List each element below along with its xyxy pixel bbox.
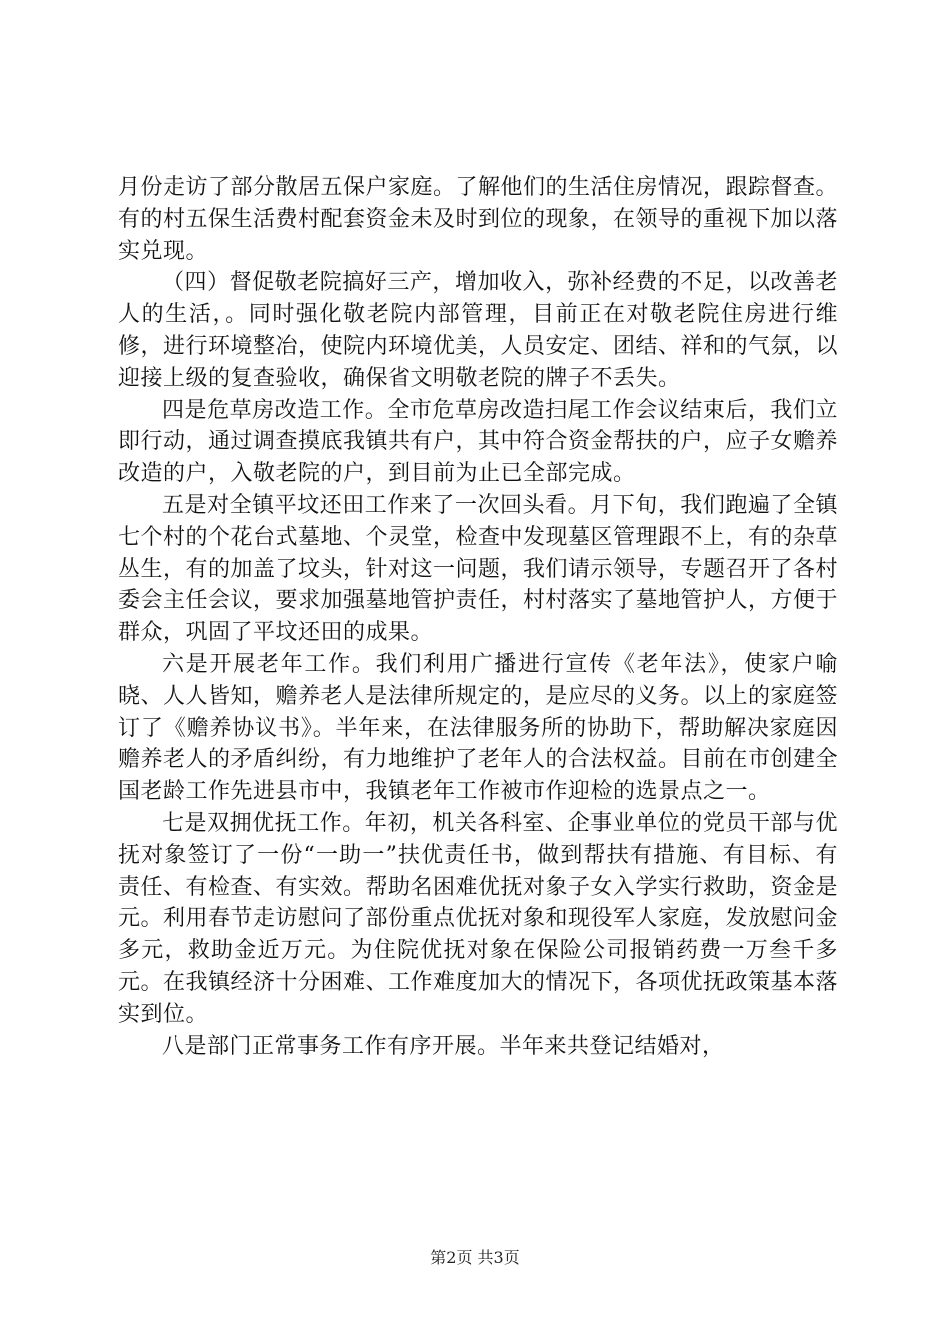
paragraph-1: 月份走访了部分散居五保户家庭。了解他们的生活住房情况，跟踪督查。有的村五保生活费村配套资金未及时到位的现象，在领导的重视下加以落实兑现。 <box>118 175 839 264</box>
paragraph-4: 五是对全镇平坟还田工作来了一次回头看。月下旬，我们跑遍了全镇七个村的个花台式墓地、个灵堂，检查中发现墓区管理跟不上，有的杂草丛生，有的加盖了坟头，针对这一问题，我们请示领导，专题召开了各村委会主任会议，要求加强墓地管护责任，村村落实了墓地管护人，方便于群众，巩固了平坟还田的成果。 <box>118 492 839 646</box>
paragraph-2: （四）督促敬老院搞好三产，增加收入，弥补经费的不足，以改善老人的生活，。同时强化敬老院内部管理，目前正在对敬老院住房进行维修，进行环境整冶，使院内环境优美，人员安定、团结、祥和的气氛，以迎接上级的复查验收，确保省文明敬老院的牌子不丢失。 <box>118 270 839 391</box>
paragraph-3: 四是危草房改造工作。全市危草房改造扫尾工作会议结束后，我们立即行动，通过调查摸底我镇共有户，其中符合资金帮扶的户，应子女赡养改造的户，入敬老院的户，到目前为止已全部完成。 <box>118 397 839 487</box>
document-body <box>118 172 838 1062</box>
paragraph-7: 八是部门正常事务工作有序开展。半年来共登记结婚对， <box>162 1033 725 1059</box>
paragraph-6: 七是双拥优抚工作。年初，机关各科室、企事业单位的党员干部与优抚对象签订了一份“一助一”扶优责任书，做到帮扶有措施、有目标、有责任、有检查、有实效。帮助名困难优抚对象子女入学实行救助，资金是元。利用春节走访慰问了部份重点优抚对象和现役军人家庭，发放慰问金多元，救助金近万元。为住院优抚对象在保险公司报销药费一万叁千多元。在我镇经济十分困难、工作难度加大的情况下，各项优抚政策基本落实到位。 <box>118 810 839 1027</box>
page-number-footer: 第2页 共3页 <box>430 1248 520 1267</box>
paragraph-5: 六是开展老年工作。我们利用广播进行宣传《老年法》，使家户喻晓、人人皆知，赡养老人是法律所规定的，是应尽的义务。以上的家庭签订了《赡养协议书》。半年来，在法律服务所的协助下，帮助解决家庭因赡养老人的矛盾纠纷，有力地维护了老年人的合法权益。目前在市创建全国老龄工作先进县市中，我镇老年工作被市作迎检的选景点之一。 <box>118 651 839 805</box>
